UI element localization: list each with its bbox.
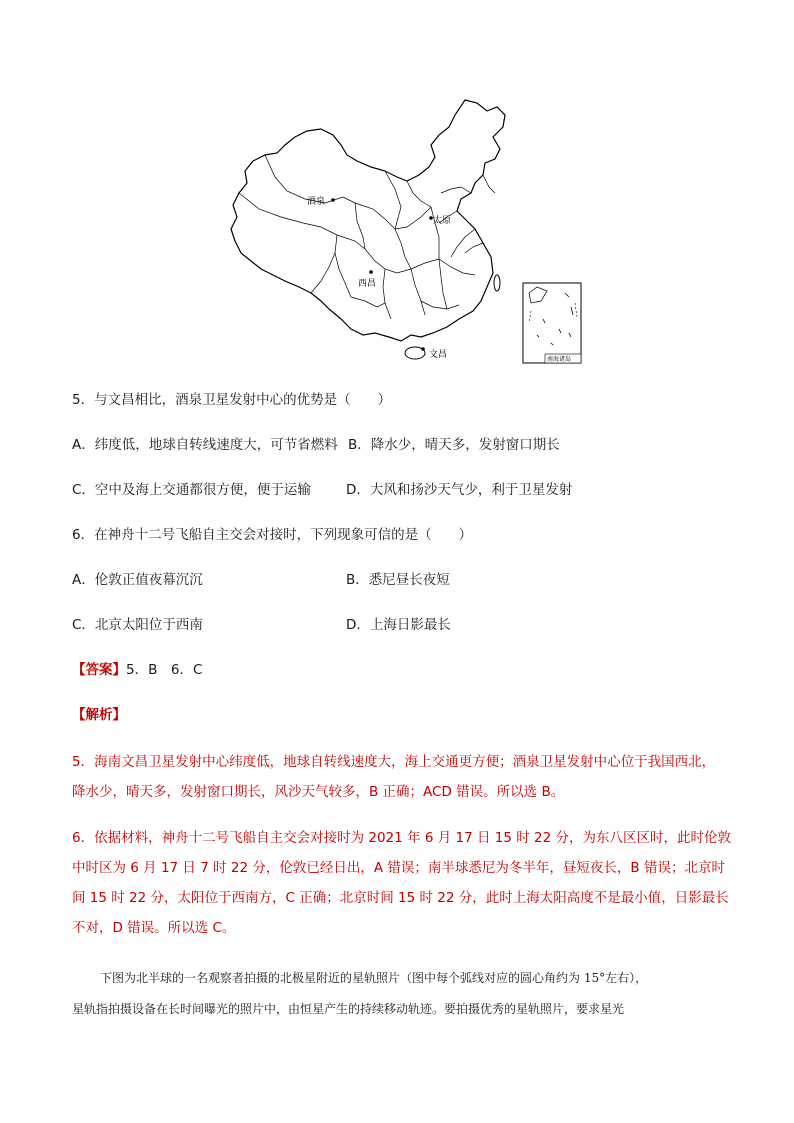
china-map-figure xyxy=(225,97,587,367)
map-label-wenchang: 文昌 xyxy=(429,350,448,360)
answer-label: 【答案】 xyxy=(72,662,126,678)
question-6-stem: 6．在神舟十二号飞船自主交会对接时，下列现象可信的是（ ） xyxy=(72,527,473,543)
analysis-6-line-2: 中时区为 6 月 17 日 7 时 22 分，伦敦已经日出，A 错误；南半球悉尼为冬半年，昼短夜长，B 错误；北京时 xyxy=(72,860,725,876)
question-6-option-a: A．伦敦正值夜幕沉沉 xyxy=(72,572,203,588)
answer-line xyxy=(72,660,202,680)
question-6-option-d: D．上海日影最长 xyxy=(346,617,451,633)
question-6-option-c: C．北京太阳位于西南 xyxy=(72,617,203,633)
question-6-option-b: B．悉尼昼长夜短 xyxy=(346,572,450,588)
analysis-6-line-4: 不对，D 错误。所以选 C。 xyxy=(72,920,236,936)
city-dot-jiuquan xyxy=(331,198,335,202)
analysis-6-line-1: 6．依据材料，神舟十二号飞船自主交会对接时为 2021 年 6 月 17 日 15 时 22 分，为东八区区时，此时伦敦 xyxy=(72,830,731,846)
taiwan-island xyxy=(494,275,500,291)
city-dot-xichang xyxy=(369,270,373,274)
map-label-taiyuan: 太原 xyxy=(433,216,452,226)
analysis-label: 【解析】 xyxy=(72,707,126,723)
question-5-option-d: D．大风和扬沙天气少，利于卫星发射 xyxy=(346,482,573,498)
question-5-option-b: B．降水少，晴天多，发射窗口期长 xyxy=(348,437,560,453)
city-dot-wenchang xyxy=(421,347,425,351)
china-map-svg xyxy=(225,97,587,367)
analysis-5-line-1: 5．海南文昌卫星发射中心纬度低，地球自转线速度大，海上交通更方便；酒泉卫星发射中心位于我国西北， xyxy=(72,754,716,770)
analysis-6-line-3: 间 15 时 22 分，太阳位于西南方，C 正确；北京时间 15 时 22 分，此时上海太阳高度不是最小值，日影最长 xyxy=(72,890,729,906)
south-china-sea-inset xyxy=(523,283,581,363)
china-outline xyxy=(231,100,505,341)
map-label-jiuquan: 酒泉 xyxy=(307,197,326,207)
question-5-option-a: A．纬度低，地球自转线速度大，可节省燃料 xyxy=(72,437,338,453)
province-borders xyxy=(239,155,495,319)
map-label-xichang: 西昌 xyxy=(358,279,377,289)
question-5-stem: 5．与文昌相比，酒泉卫星发射中心的优势是（ ） xyxy=(72,392,392,408)
material-line-1: 下图为北半球的一名观察者拍摄的北极星附近的星轨照片（图中每个弧线对应的圆心角约为 15°左右）， xyxy=(100,971,648,985)
material-line-2: 星轨指拍摄设备在长时间曝光的照片中，由恒星产生的持续移动轨迹。要拍摄优秀的星轨照片，要求星光 xyxy=(72,1002,625,1016)
inset-label: 南海诸岛 xyxy=(547,356,572,363)
answer-value: 5．B 6．C xyxy=(126,662,203,678)
question-5-option-c: C．空中及海上交通都很方便，便于运输 xyxy=(72,482,311,498)
analysis-5-line-2: 降水少，晴天多，发射窗口期长，风沙天气较多，B 正确；ACD 错误。所以选 B。 xyxy=(72,784,565,800)
